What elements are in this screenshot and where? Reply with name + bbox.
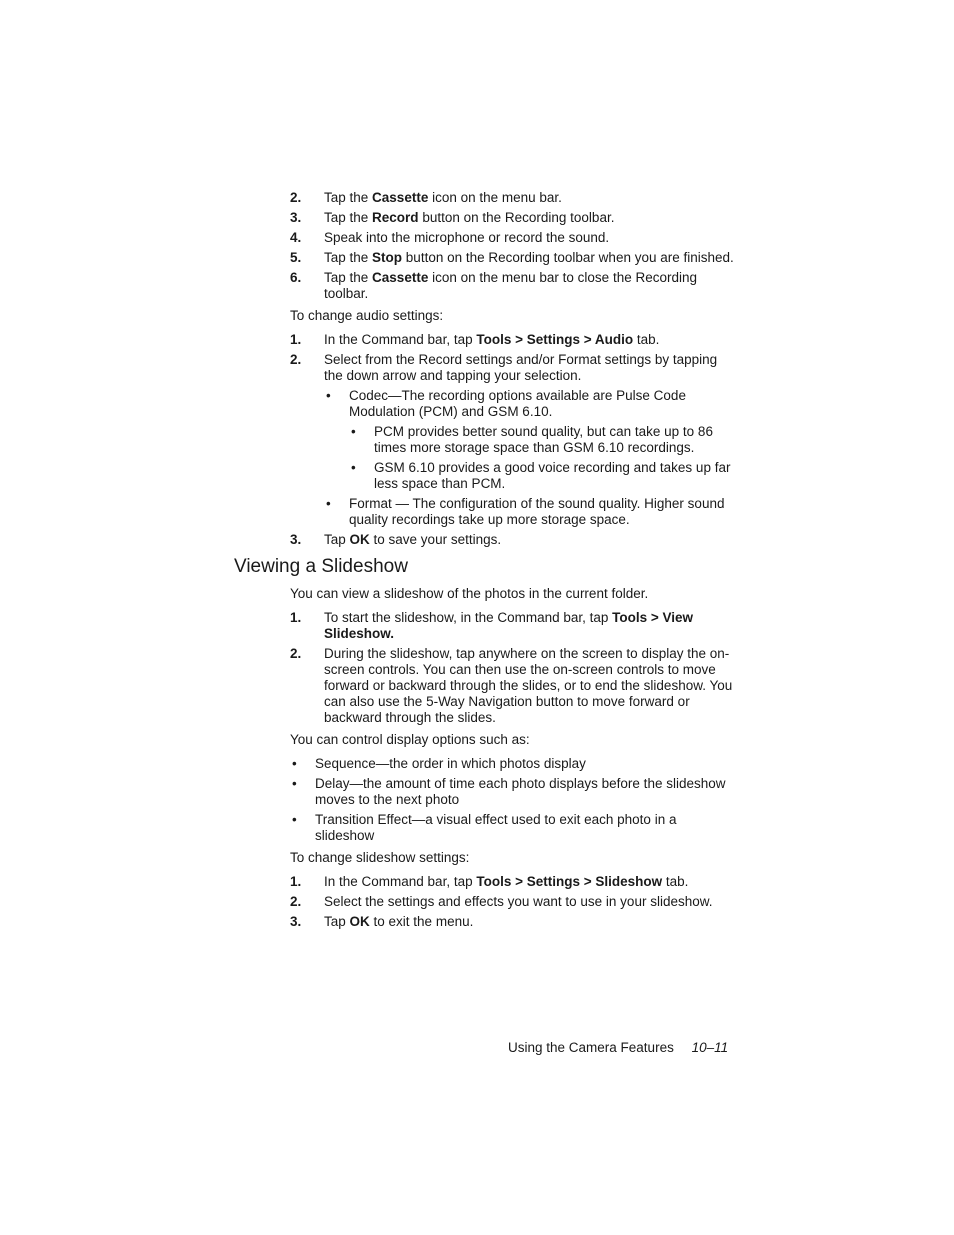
delay-bullet: • Delay—the amount of time each photo displays before the slideshow moves to the next photo: [292, 776, 726, 807]
page-content: [234, 190, 735, 934]
audio-step-2: 2. Select from the Record settings and/or Format settings by tapping the down arrow and tapping your selection.: [290, 352, 718, 383]
bullet-marker: •: [326, 388, 331, 403]
section-heading: Viewing a Slideshow: [234, 556, 408, 577]
step-6-close: 6. Tap the Cassette icon on the menu bar to close the Recording toolbar.: [290, 270, 697, 301]
page-number: 10–11: [691, 1040, 729, 1055]
pcm-bullet: • PCM provides better sound quality, but can take up to 86 times more storage space than GSM 6.10 recordings.: [351, 424, 713, 455]
settings-step-1: 1. In the Command bar, tap Tools > Settings > Slideshow tab.: [290, 874, 689, 889]
step-5-stop: 5. Tap the Stop button on the Recording toolbar when you are finished.: [290, 250, 734, 265]
display-intro: You can control display options such as:: [290, 732, 530, 747]
slideshow-intro: You can view a slideshow of the photos in the current folder.: [290, 586, 649, 601]
bullet-marker: •: [326, 496, 331, 511]
gsm-bullet: • GSM 6.10 provides a good voice recording and takes up far less space than PCM.: [351, 460, 731, 491]
step-3-record: 3. Tap the Record button on the Recording toolbar.: [290, 210, 615, 225]
transition-bullet: • Transition Effect—a visual effect used to exit each photo in a slideshow: [292, 812, 677, 843]
format-bullet: • Format — The configuration of the sound quality. Higher sound quality recordings take up more storage space.: [326, 496, 725, 527]
step-4-speak: 4. Speak into the microphone or record the sound.: [290, 230, 610, 245]
step-2-cassette: 2. Tap the Cassette icon on the menu bar.: [290, 190, 562, 205]
bullet-marker: •: [292, 776, 297, 791]
audio-step-3: 3. Tap OK to save your settings.: [290, 532, 502, 547]
settings-step-2: 2. Select the settings and effects you want to use in your slideshow.: [290, 894, 713, 909]
slideshow-step-2: 2. During the slideshow, tap anywhere on the screen to display the on-screen controls. You can then use the on-screen controls to move forward or backward through the slides, or to end the slideshow. You can also use the 5-Way Navigation button to move forward or backward through the slides.: [290, 646, 733, 725]
sequence-bullet: • Sequence—the order in which photos display: [292, 756, 586, 771]
audio-step-1: 1. In the Command bar, tap Tools > Settings > Audio tab.: [290, 332, 660, 347]
codec-bullet: • Codec—The recording options available are Pulse Code Modulation (PCM) and GSM 6.10.: [326, 388, 686, 419]
settings-step-3: 3. Tap OK to exit the menu.: [290, 914, 474, 929]
bullet-marker: •: [292, 756, 297, 771]
bullet-marker: •: [351, 424, 356, 439]
audio-intro: To change audio settings:: [290, 308, 444, 323]
page-footer: [508, 1040, 734, 1055]
bullet-marker: •: [292, 812, 297, 827]
slideshow-step-1: 1. To start the slideshow, in the Command bar, tap Tools > View Slideshow.: [290, 610, 694, 641]
bullet-marker: •: [351, 460, 356, 475]
settings-intro: To change slideshow settings:: [290, 850, 470, 865]
footer-section-title: Using the Camera Features: [508, 1040, 674, 1055]
